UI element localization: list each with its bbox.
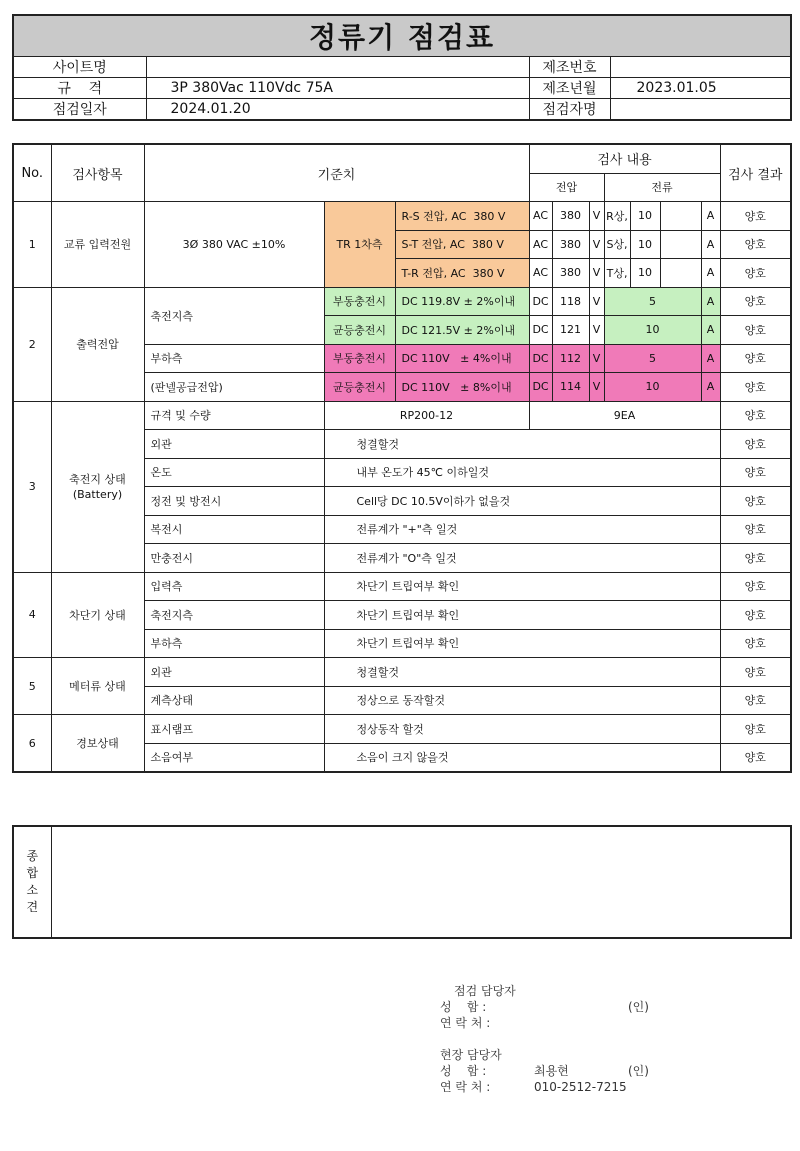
voltage-unit: V: [589, 316, 604, 345]
current-value[interactable]: 10: [604, 373, 701, 402]
voltage-unit: V: [589, 202, 604, 231]
inspector-contact-label: 연 락 처 :: [440, 1016, 491, 1030]
site-manager-name[interactable]: 최용현: [534, 1064, 569, 1078]
mfg-date-value[interactable]: 2023.01.05: [610, 78, 791, 99]
header-row-site: [13, 57, 791, 78]
col-no: No.: [13, 144, 51, 202]
voltage-unit: V: [589, 287, 604, 316]
row-no: 6: [13, 715, 51, 773]
std-cell: DC 121.5V ± 2%이내: [395, 316, 529, 345]
result-cell[interactable]: 양호: [720, 259, 791, 288]
row-no: 4: [13, 572, 51, 658]
site-label: 사이트명: [13, 57, 146, 78]
current-value[interactable]: 10: [604, 316, 701, 345]
site-manager-title: 현장 담당자: [440, 1048, 502, 1062]
inspector-label: 점검자명: [529, 99, 610, 121]
battery-qty: 9EA: [529, 401, 720, 430]
row-item: 경보상태: [51, 715, 144, 773]
sub-item-label: 만충전시: [144, 544, 324, 573]
inspector-name-label: 성 함 :: [440, 1000, 487, 1014]
std-cell: 전류계가 "+"측 일것: [324, 515, 720, 544]
row-item: 메터류 상태: [51, 658, 144, 715]
std-cell: 전류계가 "O"측 일것: [324, 544, 720, 573]
result-cell[interactable]: 양호: [720, 686, 791, 715]
std-cell: 정상동작 할것: [324, 715, 720, 744]
summary-char: 견: [26, 900, 39, 914]
result-cell[interactable]: 양호: [720, 458, 791, 487]
result-cell[interactable]: 양호: [720, 743, 791, 772]
sub-item-label: 축전지측: [144, 601, 324, 630]
result-cell[interactable]: 양호: [720, 287, 791, 316]
col-current: 전류: [604, 173, 720, 202]
std-cell: T-R 전압, AC 380 V: [395, 259, 529, 288]
spacer-cell: [660, 230, 701, 259]
std-cell: 소음이 크지 않을것: [324, 743, 720, 772]
serial-value[interactable]: [610, 57, 791, 78]
summary-char: 소: [26, 883, 39, 897]
charge-mode: 부동충전시: [324, 287, 395, 316]
load-side-label: 부하측: [144, 344, 324, 373]
header-row-date: [13, 99, 791, 121]
voltage-value[interactable]: 380: [552, 230, 589, 259]
sub-item-label: 부하측: [144, 629, 324, 658]
current-unit: A: [701, 373, 720, 402]
site-seal: (인): [628, 1064, 649, 1078]
row-item: 교류 입력전원: [51, 202, 144, 288]
result-cell[interactable]: 양호: [720, 629, 791, 658]
sub-item-label: 정전 및 방전시: [144, 487, 324, 516]
spec-label: 규 격: [13, 78, 146, 99]
table-row: [13, 287, 791, 316]
current-value[interactable]: 10: [630, 202, 660, 231]
std-cell: R-S 전압, AC 380 V: [395, 202, 529, 231]
voltage-unit: V: [589, 259, 604, 288]
sub-item-label: 소음여부: [144, 743, 324, 772]
tr-primary-cell: TR 1차측: [324, 202, 395, 288]
result-cell[interactable]: 양호: [720, 316, 791, 345]
voltage-value[interactable]: 114: [552, 373, 589, 402]
inspect-date-label: 점검일자: [13, 99, 146, 121]
current-unit: A: [701, 230, 720, 259]
sub-item-label: 계측상태: [144, 686, 324, 715]
voltage-type: AC: [529, 202, 552, 231]
sub-item-label: 온도: [144, 458, 324, 487]
row-no: 5: [13, 658, 51, 715]
summary-char: 합: [26, 866, 39, 880]
std-cell: 청결할것: [324, 658, 720, 687]
sub-item-label: 외관: [144, 658, 324, 687]
std-cell: 내부 온도가 45℃ 이하일것: [324, 458, 720, 487]
result-cell[interactable]: 양호: [720, 487, 791, 516]
result-cell[interactable]: 양호: [720, 515, 791, 544]
voltage-value[interactable]: 112: [552, 344, 589, 373]
col-item: 검사항목: [51, 144, 144, 202]
site-manager-contact[interactable]: 010-2512-7215: [534, 1080, 627, 1094]
std-cell: DC 110V ± 4%이내: [395, 344, 529, 373]
row-item: 차단기 상태: [51, 572, 144, 658]
std-cell: Cell당 DC 10.5V이하가 없을것: [324, 487, 720, 516]
table-row: [13, 202, 791, 231]
voltage-unit: V: [589, 373, 604, 402]
voltage-value[interactable]: 380: [552, 259, 589, 288]
result-cell[interactable]: 양호: [720, 430, 791, 459]
spacer-cell: [660, 202, 701, 231]
result-cell[interactable]: 양호: [720, 344, 791, 373]
row-item: [51, 401, 144, 572]
std-cell: DC 119.8V ± 2%이내: [395, 287, 529, 316]
row-no: 2: [13, 287, 51, 401]
voltage-value[interactable]: 380: [552, 202, 589, 231]
voltage-type: DC: [529, 287, 552, 316]
phase-label: T상,: [604, 259, 630, 288]
result-cell[interactable]: 양호: [720, 601, 791, 630]
std-cell: DC 110V ± 8%이내: [395, 373, 529, 402]
site-value[interactable]: [146, 57, 529, 78]
table-header-row: [13, 144, 791, 173]
std-cell: 차단기 트립여부 확인: [324, 572, 720, 601]
row-item: 출력전압: [51, 287, 144, 401]
table-row: [13, 715, 791, 744]
inspection-table: [12, 143, 792, 773]
col-result: 검사 결과: [720, 144, 791, 202]
voltage-unit: V: [589, 230, 604, 259]
header-row-spec: [13, 78, 791, 99]
battery-item-label: 축전지 상태: [69, 472, 126, 486]
battery-item-sub: (Battery): [72, 487, 123, 501]
result-cell[interactable]: 양호: [720, 658, 791, 687]
voltage-type: DC: [529, 373, 552, 402]
current-unit: A: [701, 259, 720, 288]
summary-char: 종: [26, 849, 39, 863]
result-cell[interactable]: 양호: [720, 401, 791, 430]
std-cell: 정상으로 동작할것: [324, 686, 720, 715]
current-value[interactable]: 10: [630, 230, 660, 259]
sub-item-label: 표시램프: [144, 715, 324, 744]
serial-label: 제조번호: [529, 57, 610, 78]
std-cell: S-T 전압, AC 380 V: [395, 230, 529, 259]
summary-content[interactable]: [51, 826, 791, 938]
voltage-type: DC: [529, 344, 552, 373]
site-name-label: 성 함 :: [440, 1064, 487, 1078]
row-no: 3: [13, 401, 51, 572]
inspect-date-value[interactable]: 2024.01.20: [146, 99, 529, 121]
page-title: 정류기 점검표: [13, 15, 791, 57]
charge-mode: 부동충전시: [324, 344, 395, 373]
std-cell: 청결할것: [324, 430, 720, 459]
inspector-title: 점검 담당자: [454, 984, 516, 998]
inspector-value[interactable]: [610, 99, 791, 121]
current-unit: A: [701, 202, 720, 231]
table-row: [13, 401, 791, 430]
header-table: [12, 14, 792, 121]
current-unit: A: [701, 287, 720, 316]
current-value[interactable]: 5: [604, 287, 701, 316]
current-unit: A: [701, 316, 720, 345]
voltage-type: DC: [529, 316, 552, 345]
row-standard: 3Ø 380 VAC ±10%: [144, 202, 324, 288]
current-value[interactable]: 5: [604, 344, 701, 373]
spec-value[interactable]: 3P 380Vac 110Vdc 75A: [146, 78, 529, 99]
spacer-cell: [660, 259, 701, 288]
table-row: [13, 658, 791, 687]
col-standard: 기준치: [144, 144, 529, 202]
charge-mode: 균등충전시: [324, 373, 395, 402]
col-content: 검사 내용: [529, 144, 720, 173]
inspector-seal: (인): [628, 1000, 649, 1014]
panel-supply-label: (판넬공급전압): [144, 373, 324, 402]
summary-label: [13, 826, 51, 938]
voltage-value[interactable]: 121: [552, 316, 589, 345]
result-cell[interactable]: 양호: [720, 715, 791, 744]
voltage-type: AC: [529, 259, 552, 288]
current-value[interactable]: 10: [630, 259, 660, 288]
battery-model: RP200-12: [324, 401, 529, 430]
row-no: 1: [13, 202, 51, 288]
result-cell[interactable]: 양호: [720, 572, 791, 601]
result-cell[interactable]: 양호: [720, 544, 791, 573]
col-voltage: 전압: [529, 173, 604, 202]
voltage-type: AC: [529, 230, 552, 259]
result-cell[interactable]: 양호: [720, 373, 791, 402]
std-cell: 차단기 트립여부 확인: [324, 601, 720, 630]
sub-item-label: 복전시: [144, 515, 324, 544]
voltage-value[interactable]: 118: [552, 287, 589, 316]
current-unit: A: [701, 344, 720, 373]
sub-item-label: 규격 및 수량: [144, 401, 324, 430]
summary-table: [12, 825, 792, 939]
result-cell[interactable]: 양호: [720, 230, 791, 259]
voltage-unit: V: [589, 344, 604, 373]
phase-label: R상,: [604, 202, 630, 231]
sub-item-label: 입력측: [144, 572, 324, 601]
sub-item-label: 외관: [144, 430, 324, 459]
std-cell: 차단기 트립여부 확인: [324, 629, 720, 658]
site-contact-label: 연 락 처 :: [440, 1080, 491, 1094]
table-row: [13, 572, 791, 601]
mfg-date-label: 제조년월: [529, 78, 610, 99]
result-cell[interactable]: 양호: [720, 202, 791, 231]
battery-side-label: 축전지측: [144, 287, 324, 344]
phase-label: S상,: [604, 230, 630, 259]
charge-mode: 균등충전시: [324, 316, 395, 345]
